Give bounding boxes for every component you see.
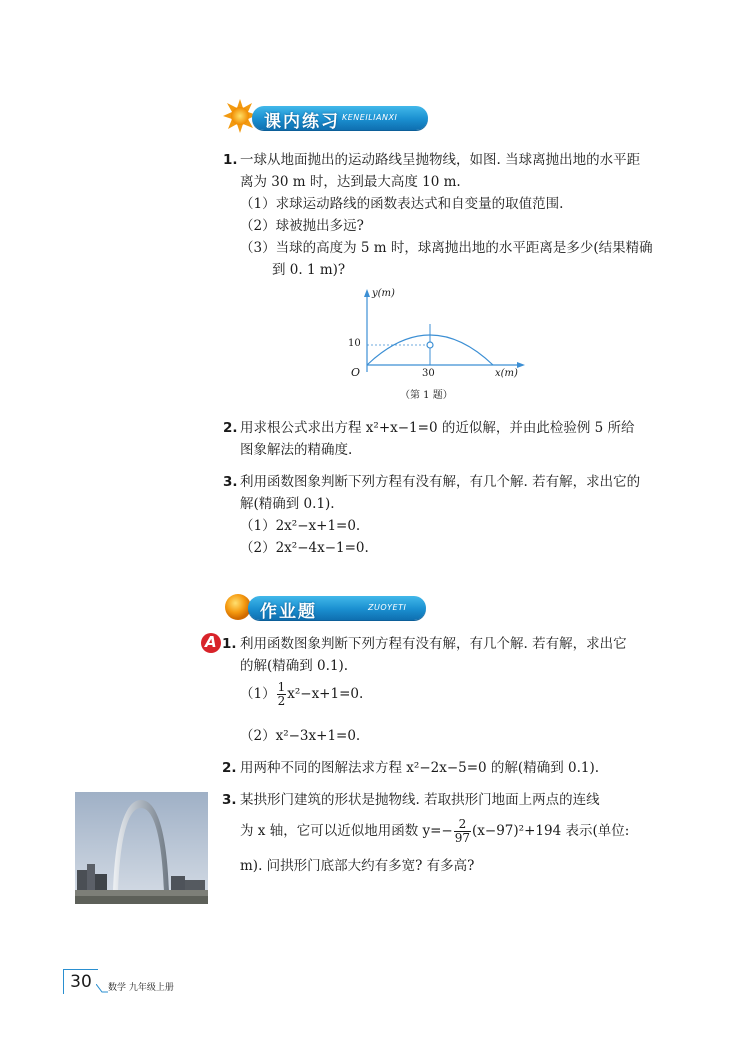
- x-axis-arrow: [517, 362, 525, 368]
- exercise-text: 利用函数图象判断下列方程有没有解，有几个解. 若有解，求出它: [240, 636, 627, 652]
- section-subtitle: KENEILIANXI: [342, 113, 398, 122]
- gateway-arch-photo: [75, 792, 208, 904]
- exercise-text: 用两种不同的图解法求方程 x²−2x−5=0 的解(精确到 0.1).: [240, 760, 600, 776]
- fraction: [277, 681, 287, 708]
- fraction-denominator: 2: [277, 694, 286, 708]
- text-part: (x−97)²+194 表示(单位:: [472, 823, 630, 839]
- sub-question: （1）2x²−x+1=0.: [240, 518, 361, 534]
- page-number: 30: [63, 969, 98, 994]
- arch-image: [75, 792, 208, 904]
- exercise-text: [240, 816, 629, 846]
- section-subtitle: ZUOYETI: [368, 603, 407, 612]
- exercise-text: 利用函数图象判断下列方程有没有解，有几个解. 若有解，求出它的: [240, 474, 641, 490]
- y-tick-label: 10: [348, 338, 361, 349]
- fraction-numerator: 2: [454, 818, 471, 832]
- level-badge: A: [205, 633, 217, 651]
- x-tick-label: 30: [422, 368, 435, 379]
- vertex-point: [427, 342, 433, 348]
- exercise-text: 一球从地面抛出的运动路线呈抛物线，如图. 当球离抛出地的水平距: [240, 152, 641, 168]
- exercise-number: 2.: [223, 420, 238, 436]
- exercise-number: 3.: [222, 792, 237, 808]
- sub-question-prefix: （1）: [240, 686, 276, 702]
- sub-question: （3）当球的高度为 5 m 时，球离抛出地的水平距离是多少(结果精确: [240, 240, 653, 256]
- origin-label: O: [351, 366, 361, 379]
- exercise-text: 的解(精确到 0.1).: [240, 658, 349, 674]
- y-axis-arrow: [364, 289, 370, 297]
- section-title: 课内练习: [264, 112, 340, 132]
- sub-question: （2）x²−3x+1=0.: [240, 728, 361, 744]
- exercise-number: 1.: [223, 152, 238, 168]
- exercise-text: 图象解法的精确度.: [240, 442, 353, 458]
- sub-question: （2）2x²−4x−1=0.: [240, 540, 369, 556]
- sub-question: （1）求球运动路线的函数表达式和自变量的取值范围.: [240, 196, 564, 212]
- figure-caption: （第 1 题）: [400, 390, 453, 401]
- fraction-numerator: 1: [277, 680, 286, 694]
- fraction: [454, 818, 471, 845]
- y-axis-label: y(m): [372, 288, 395, 299]
- exercise-text: m). 问拱形门底部大约有多宽? 有多高?: [240, 858, 475, 874]
- exercise-text: 离为 30 m 时，达到最大高度 10 m.: [240, 174, 461, 190]
- x-axis-label: x(m): [495, 368, 518, 379]
- exercise-text: 某拱形门建筑的形状是抛物线. 若取拱形门地面上两点的连线: [240, 792, 600, 808]
- sub-question-rest: x²−x+1=0.: [287, 686, 364, 702]
- sub-question: （2）球被抛出多远?: [240, 218, 364, 234]
- exercise-number: 3.: [223, 474, 238, 490]
- exercise-text: 用求根公式求出方程 x²+x−1=0 的近似解，并由此检验例 5 所给: [240, 420, 635, 436]
- exercise-text: 解(精确到 0.1).: [240, 496, 335, 512]
- exercise-number: 2.: [222, 760, 237, 776]
- text-part: 为 x 轴，它可以近似地用函数 y=−: [240, 823, 453, 839]
- section-title: 作业题: [260, 602, 317, 622]
- sub-question: [240, 680, 363, 708]
- exercise-number: 1.: [222, 636, 237, 652]
- footer-tab-icon: [96, 984, 108, 994]
- book-title: 数学 九年级上册: [108, 983, 174, 993]
- sub-question: 到 0. 1 m)?: [272, 262, 346, 278]
- fraction-denominator: 97: [454, 831, 471, 845]
